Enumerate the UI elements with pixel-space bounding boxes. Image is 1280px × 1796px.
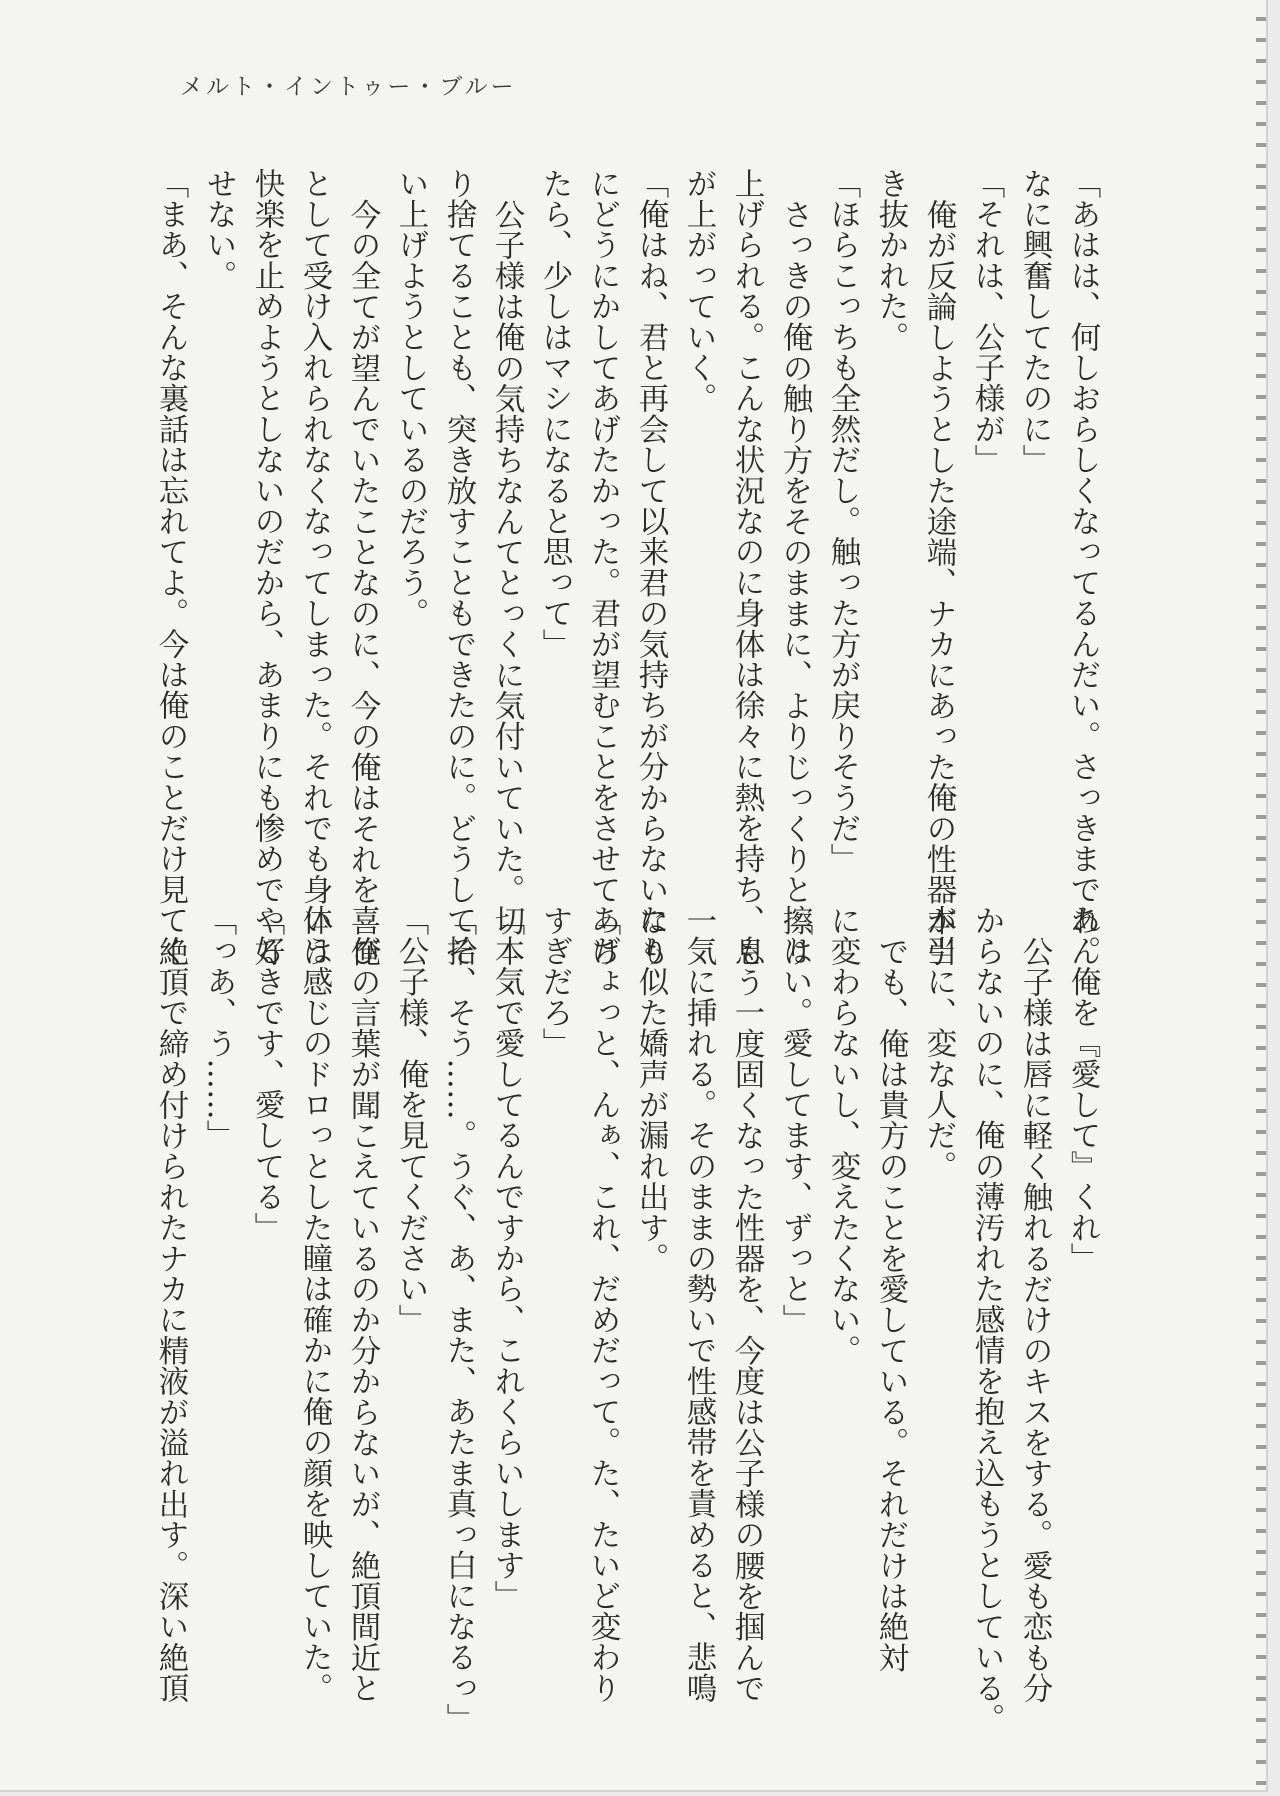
text-line: にどうにかしてあげたかった。君が望むことをさせてあげ <box>585 168 620 967</box>
text-line: 快楽を止めようとしないのだから、あまりにも惨めでやる <box>249 168 284 967</box>
vertical-text-block-lower <box>153 905 1106 1734</box>
text-line: 「俺はね、君と再会して以来君の気持ちが分からないなり <box>633 168 668 967</box>
text-line: 「それは、公子様が」 <box>969 168 1004 475</box>
text-line: 「本気で愛してるんですから、これくらいします」 <box>489 905 524 1612</box>
text-line: 「はい。愛してます、ずっと」 <box>777 905 812 1335</box>
text-line: 「まあ、そんな裏話は忘れてよ。今は俺のことだけ見てく <box>153 168 188 967</box>
text-line: 公子様は俺の気持ちなんてとっくに気付いていた。切 <box>489 198 524 936</box>
text-line: 俺が反論しようとした途端、ナカにあった俺の性器が引 <box>921 198 956 966</box>
text-line: たら、少しはマシになると思って」 <box>537 168 572 660</box>
text-line: り捨てることも、突き放すこともできたのに。どうして拾 <box>441 168 476 967</box>
text-line: 公子様は唇に軽く触れるだけのキスをする。愛も恋も分 <box>1017 935 1052 1703</box>
text-line: 「そ、そう……。うぐ、あ、また、あたま真っ白になるっ」 <box>441 905 476 1734</box>
text-line: もう一度固くなった性器を、今度は公子様の腰を掴んで <box>729 935 764 1703</box>
text-line: い上げようとしているのだろう。 <box>393 168 428 629</box>
text-line: 俺の言葉が聞こえているのか分からないが、絶頂間近と <box>345 935 380 1703</box>
text-line: 今の全てが望んでいたことなのに、今の俺はそれを喜び <box>345 198 380 966</box>
text-line: れ。俺を『愛して』くれ」 <box>1065 905 1100 1274</box>
text-line: いう感じのドロっとした瞳は確かに俺の顔を映していた。 <box>297 905 332 1704</box>
text-line: として受け入れられなくなってしまった。それでも身体は <box>297 168 332 967</box>
text-line: 絶頂で締め付けられたナカに精液が溢れ出す。深い絶頂 <box>153 935 188 1703</box>
text-line: が上がっていく。 <box>681 168 716 414</box>
text-line: でも、俺は貴方のことを愛している。それだけは絶対 <box>873 935 908 1673</box>
text-line: せない。 <box>201 168 236 291</box>
page-edge-binding <box>1256 0 1266 1790</box>
text-line: 「公子様、俺を見てください」 <box>393 905 428 1335</box>
text-line: 「ちょっと、んぁ、これ、だめだって。た、たいど変わり <box>585 905 620 1704</box>
text-line: 「好きです、愛してる」 <box>249 905 284 1243</box>
text-line: 「ほらこっちも全然だし。触った方が戻りそうだ」 <box>825 168 860 875</box>
text-line: 本当に、変な人だ。 <box>921 905 956 1182</box>
text-line: 「っあ、う……」 <box>201 905 236 1151</box>
text-line: なに興奮してたのに」 <box>1017 168 1052 475</box>
text-line: 一気に挿れる。そのままの勢いで性感帯を責めると、悲鳴 <box>681 905 716 1704</box>
text-line: さっきの俺の触り方をそのままに、よりじっくりと擦り <box>777 198 812 966</box>
text-line: き抜かれた。 <box>873 168 908 353</box>
vertical-text-block-upper <box>153 168 1106 967</box>
running-header-title: メルト・イントゥー・ブルー <box>180 74 517 100</box>
text-line: すぎだろ」 <box>537 905 572 1059</box>
text-line: に変わらないし、変えたくない。 <box>825 905 860 1366</box>
text-line: 「あはは、何しおらしくなってるんだい。さっきまであん <box>1065 168 1100 967</box>
text-line: からないのに、俺の薄汚れた感情を抱え込もうとしている。 <box>969 905 1004 1734</box>
text-line: にも似た嬌声が漏れ出す。 <box>633 905 668 1274</box>
text-line: 上げられる。こんな状況なのに身体は徐々に熱を持ち、息 <box>729 168 764 967</box>
